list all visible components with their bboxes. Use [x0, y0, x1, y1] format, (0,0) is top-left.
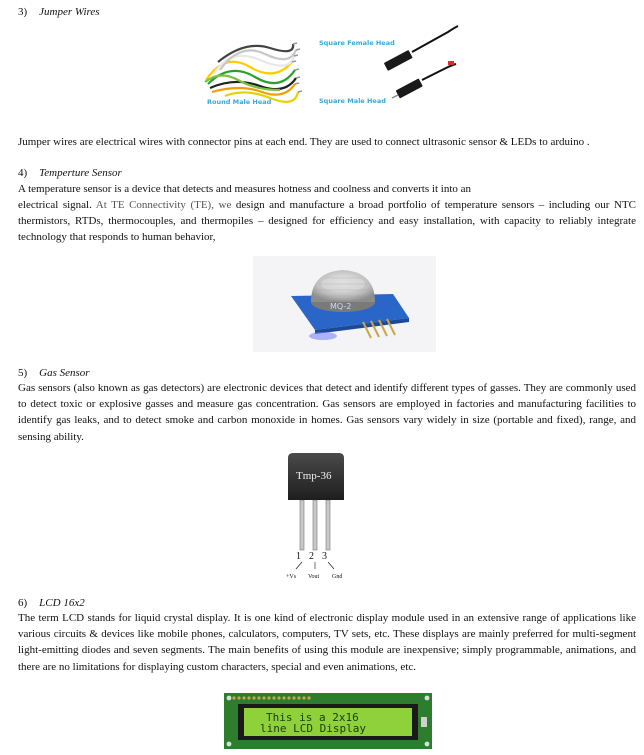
vout-label: Vout [308, 574, 320, 580]
round-male-head-label: Round Male Head [207, 98, 272, 106]
gas-heading-number: 5) [18, 367, 28, 379]
te-connectivity-text: At TE Connectivity (TE), we [95, 199, 232, 211]
round-male-wire-bundle [205, 43, 302, 102]
temperature-desc-pre: electrical signal. [18, 199, 92, 211]
pin-3-label: 3 [322, 551, 327, 562]
temperature-desc-post: design and manufacture a broad portfolio of temperature sensors – including our NTC thermistors, RTDs, thermocouples, and thermopiles – designed for efficiency and easy installation, with capacity to reliably integrate technology that responds to human behavior, [18, 199, 636, 244]
pin-2-label: 2 [309, 551, 314, 562]
lcd-description: The term LCD stands for liquid crystal display. It is one kind of electronic display module used in an extensive range of applications like various circuits & devices like mobile phones, calculators, computers, TV sets, etc. These displays are mainly preferred for multi-segment light-emitting diodes and seven segments. The main benefits of using this module are inexpensive; simply programmable, animations, and there are no limitations for displaying custom characters, special and even animations, etc. [18, 612, 636, 673]
gnd-label: Gnd [332, 574, 343, 580]
jumper-heading [18, 6, 100, 19]
tmp36-illustration [282, 452, 350, 582]
temperature-intro-line: A temperature sensor is a device that detects and measures hotness and coolness and converts it into an [18, 183, 472, 195]
lcd-line-2: line LCD Display [260, 722, 366, 735]
jumper-description: Jumper wires are electrical wires with connector pins at each end. They are used to connect ultrasonic sensor & LEDs to arduino . [18, 136, 590, 148]
lcd-heading-number: 6) [18, 597, 28, 609]
square-male-connector [392, 61, 456, 99]
lcd-line-1: This is a 2x16 [266, 711, 359, 724]
square-male-head-label: Square Male Head [319, 97, 386, 105]
lcd-illustration [224, 693, 432, 749]
temperature-heading-title: Temperture Sensor [39, 167, 122, 179]
square-female-head-label: Square Female Head [319, 39, 395, 47]
vs-label: +Vs [286, 574, 297, 580]
lcd-heading-title: LCD 16x2 [39, 597, 85, 609]
tmp36-sensor-image [282, 452, 350, 582]
gas-heading-title: Gas Sensor [39, 367, 90, 379]
jumper-heading-title: Jumper Wires [39, 6, 100, 18]
gas-heading [18, 367, 90, 380]
pin-1-label: 1 [296, 551, 301, 562]
mq2-sensor-illustration [253, 256, 436, 352]
lcd-heading [18, 597, 85, 610]
gas-description: Gas sensors (also known as gas detectors) are electronic devices that detect and identify different types of gasses. They are commonly used to detect toxic or explosive gasses and measure gas concentration. Gas sensors are employed in factories and manufacturing facilities to identify gas leaks, and to detect smoke and carbon monoxide in homes. Gas sensors vary widely in size (portable and fixed), range, and sensing ability. [18, 382, 636, 443]
mq2-sensor-image [253, 256, 436, 352]
square-female-connector [384, 26, 458, 71]
jumper-wires-image [200, 22, 462, 114]
temperature-description [18, 197, 636, 246]
tmp36-chip-label: Tmp-36 [296, 470, 332, 482]
temperature-heading [18, 167, 122, 180]
temperature-heading-number: 4) [18, 167, 28, 179]
lcd-display-image [224, 693, 432, 749]
jumper-heading-number: 3) [18, 6, 28, 18]
mq2-label: MQ-2 [330, 302, 352, 311]
